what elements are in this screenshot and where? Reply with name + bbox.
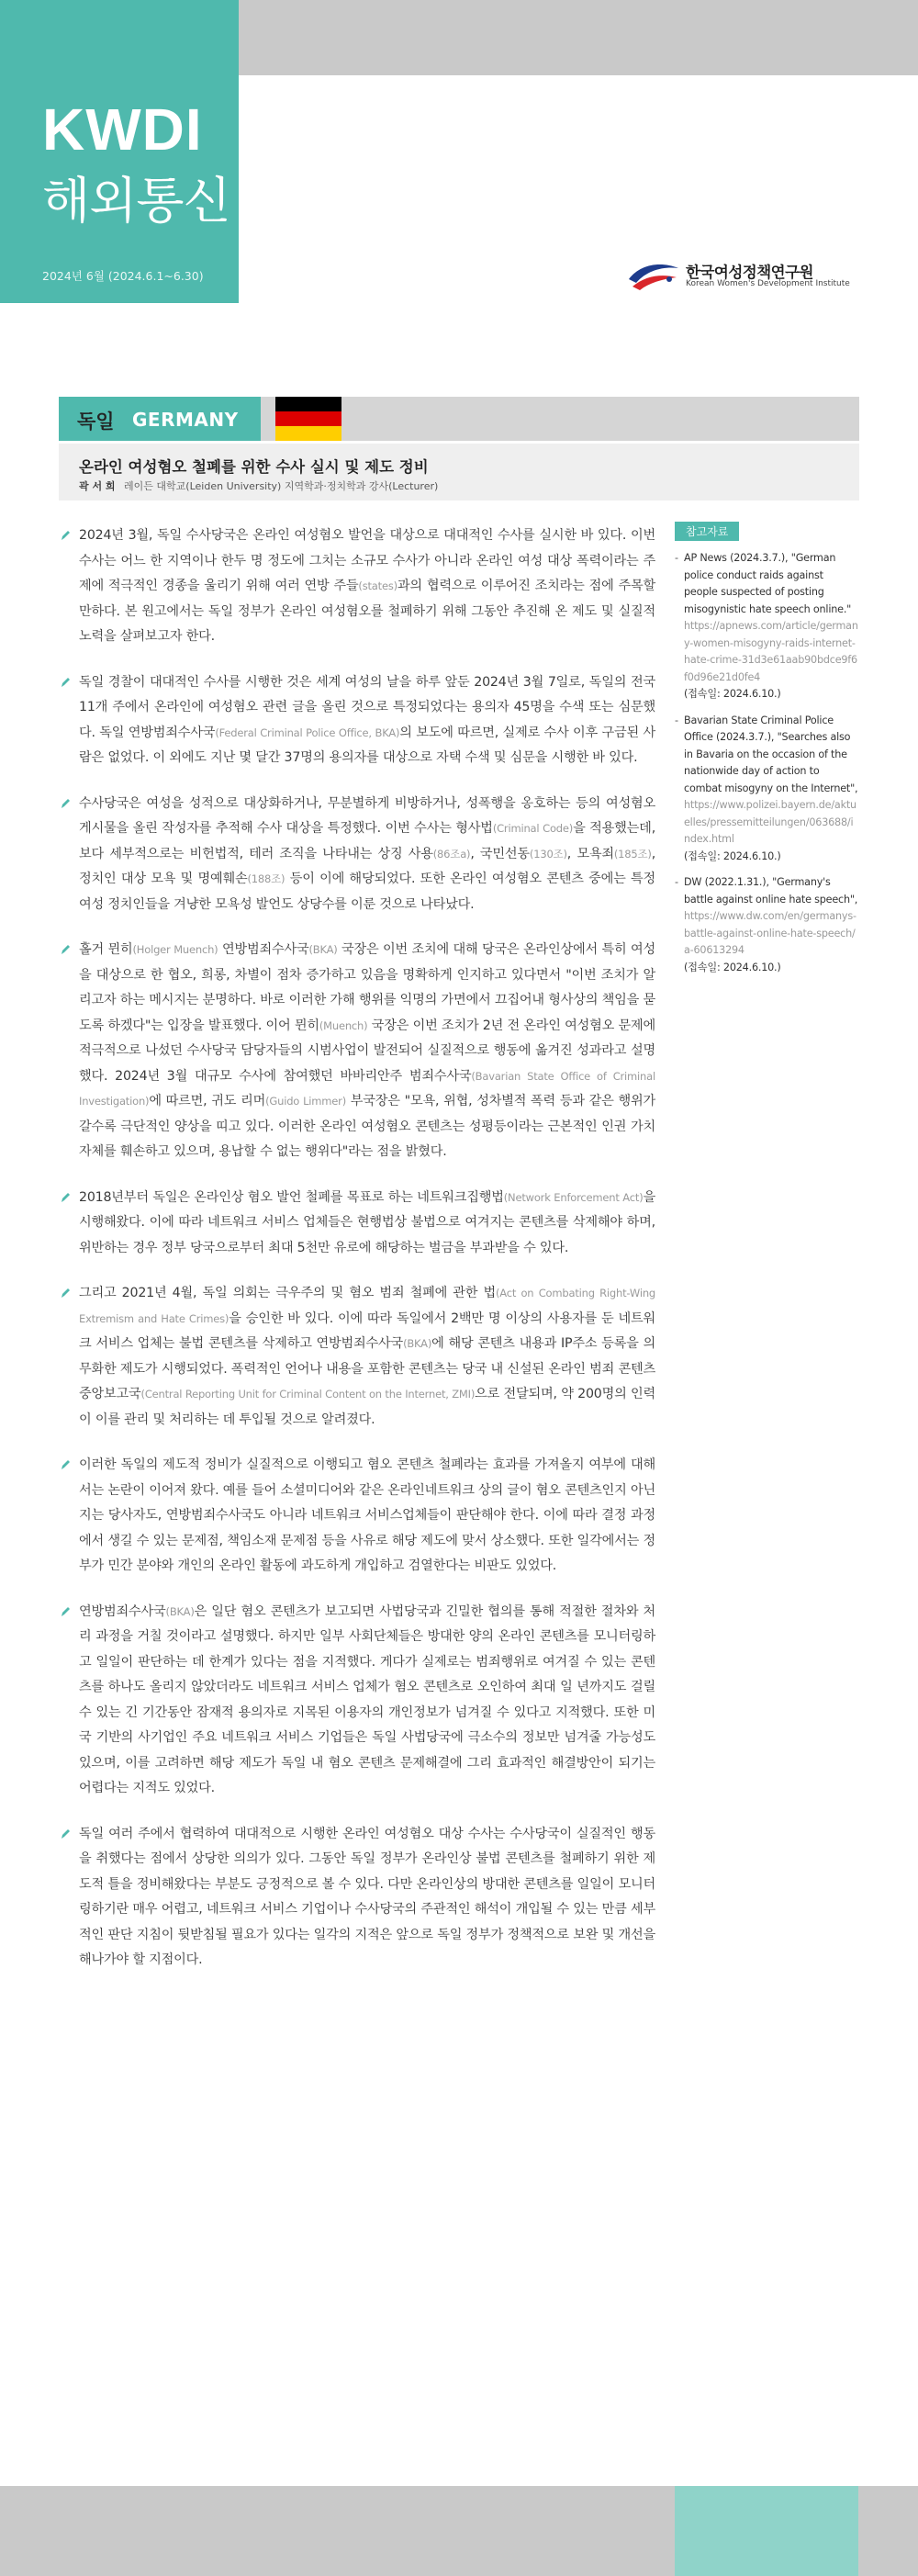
reference-text: AP News (2024.3.7.), "German police conduct raids against people suspected of posting misogynistic hate speech online." <box>684 552 852 615</box>
paragraph-text: 연방범죄수사국 <box>79 1603 166 1619</box>
reference-item <box>675 874 858 976</box>
reference-text: Bavarian State Criminal Police Office (2024.3.7.), "Searches also in Bavaria on the occasion of the nationwide day of action to combat misogyny on the Internet", <box>684 714 858 794</box>
reference-item <box>675 550 858 703</box>
logo-name-en: Korean Women's Development Institute <box>686 279 850 288</box>
bottom-accent-block <box>675 2486 858 2576</box>
source-term: (Holger Muench) <box>132 943 218 956</box>
pen-bullet-icon <box>59 1458 72 1471</box>
paragraph-text: 에 해당 콘텐츠 내용과 IP주소 등록을 의무화한 제도가 시행되었다. 폭력적인 언어나 내용을 포함한 콘텐츠는 당국 내 신설된 온라인 범죄 콘텐츠 중앙보고국 <box>79 1336 655 1401</box>
masthead <box>0 0 239 303</box>
pen-bullet-icon <box>59 1605 72 1618</box>
paragraph-text: 국장은 이번 조치가 2년 전 온라인 여성혐오 문제에 적극적으로 나섰던 수사당국 담당자들의 시범사업이 발전되어 실질적으로 행동에 옮겨진 성과라고 설명했다. 2024년 3월 대규모 수사에 참여했던 바바리안주 범죄수사국 <box>79 1018 655 1084</box>
reference-accessed-date: (접속일: 2024.6.10.) <box>684 688 781 700</box>
pen-bullet-icon <box>59 1828 72 1840</box>
country-name-kr: 독일 <box>77 411 115 433</box>
paragraph-text: 부국장은 "모욕, 위협, 성차별적 폭력 등과 같은 행위가 갈수록 극단적인 양상을 띠고 있다. 이러한 온라인 여성혐오 콘텐츠는 성평등이라는 근본적인 인권 가치 자체를 훼손하고 있으며, 용납할 수 없는 행위다"라는 점을 밝혔다. <box>79 1094 655 1159</box>
reference-accessed-date: (접속일: 2024.6.10.) <box>684 849 781 862</box>
source-term: (Federal Criminal Police Office, BKA) <box>215 726 400 739</box>
article-paragraph <box>59 670 655 771</box>
flag-stripe-gold <box>275 426 341 441</box>
flag-stripe-red <box>275 411 341 426</box>
paragraph-text: 연방범죄수사국 <box>218 942 309 957</box>
paragraph-text: 으로 전달되며, 약 200명의 인력이 이를 관리 및 처리하는 데 투입될 것으로 알려졌다. <box>79 1387 655 1427</box>
paragraph-text: 의 보도에 따르면, 실제로 수사 이후 구금된 사람은 없었다. 이 외에도 지난 몇 달간 37명의 용의자를 대상으로 자택 수색 및 심문을 시행한 바 있다. <box>79 725 656 765</box>
source-term: (Bavarian State Office of Criminal Investigation) <box>79 1069 655 1108</box>
paragraph-text: 이러한 독일의 제도적 정비가 실질적으로 이행되고 혐오 콘텐츠 철폐라는 효과를 가져올지 여부에 대해서는 논란이 이어져 왔다. 예를 들어 소셜미디어와 같은 온라인네트워크 상의 글이 혐오 콘텐츠인지 아닌지는 당사자도, 연방범죄수사국도 아니라 네트워크 서비스업체들이 판단해야 한다. 이에 따라 결정 과정에서 생길 수 있는 문제점, 책임소재 문제점 등을 사유로 해당 제도에 맞서 상소했다. 또한 일각에서는 정부가 민간 분야와 개인의 온라인 활동에 과도하게 개입하고 검열한다는 비판도 있었다. <box>79 1457 655 1573</box>
source-term: (Central Reporting Unit for Criminal Content on the Internet, ZMI) <box>140 1388 476 1400</box>
country-tag <box>59 397 261 441</box>
paragraph-text: 그리고 2021년 4월, 독일 의회는 극우주의 및 혐오 범죄 철폐에 관한 법 <box>79 1286 496 1300</box>
paragraph-text: 수사당국은 여성을 성적으로 대상화하거나, 무분별하게 비방하거나, 성폭행을 옹호하는 등의 여성혐오 게시물을 올린 작성자를 추적해 수사 대상을 특정했다. 이번 수사는 형사법 <box>79 795 655 836</box>
paragraph-text: , 모욕죄 <box>566 846 614 861</box>
country-header <box>59 397 859 441</box>
brand-title: KWDI <box>42 96 203 163</box>
source-term: (BKA) <box>165 1604 195 1618</box>
source-term: (Network Enforcement Act) <box>503 1190 644 1204</box>
pen-bullet-icon <box>59 529 72 542</box>
paragraph-text: 독일 경찰이 대대적인 수사를 시행한 것은 세계 여성의 날을 하루 앞둔 2024년 3월 7일로, 독일의 전국 11개 주에서 온라인에 여성혐오 관련 글을 올린 것으로 특정되었다는 용의자 45명을 수색 또는 심문했다. 독일 연방범죄수사국 <box>79 674 655 740</box>
paragraph-text: 등이 이에 해당되었다. 또한 온라인 여성혐오 콘텐츠 중에는 특정 여성 정치인들을 겨냥한 모욕성 발언도 상당수를 이룬 것으로 나타났다. <box>79 872 655 912</box>
reference-item <box>675 713 858 866</box>
article-paragraph <box>59 1281 655 1433</box>
source-term: (Act on Combating Right-Wing Extremism and Hate Crimes) <box>79 1287 656 1325</box>
references-list <box>675 550 858 976</box>
paragraph-text: 국장은 이번 조치에 대해 당국은 온라인상에서 특히 여성을 대상으로 한 협오, 희롱, 차별이 점차 증가하고 있음을 명확하게 인지하고 있다면서 "이번 조치가 알리고자 하는 메시지는 분명하다. 바로 이러한 가해 행위를 익명의 가면에서 끄집어내 형사상의 책임을 묻도록 하겠다"는 입장을 발표했다. 이어 뮌히 <box>79 942 655 1033</box>
germany-flag-icon <box>275 397 341 441</box>
article-paragraph <box>59 938 655 1165</box>
paragraph-text: 은 일단 혐오 콘텐츠가 보고되면 사법당국과 긴밀한 협의를 통해 적절한 절차와 처리 과정을 거칠 것이라고 설명했다. 하지만 일부 사회단체들은 방대한 양의 온라인 콘텐츠를 모니터링하고 일일이 판단하는 데 한계가 있다는 점을 지적했다. 게다가 실제로는 범죄행위로 여겨질 수 있는 콘텐츠를 하나도 올리지 않았더라도 네트워크 서비스 업체가 혐오 콘텐츠로 오인하여 최대 일 년까지도 걸릴 수 있는 긴 기간동안 잠재적 용의자로 지목된 이용자의 개인정보가 넘겨질 수 있다고 지적했다. 또한 미국 기반의 사기업인 주요 네트워크 서비스 기업들은 독일 사법당국에 극소수의 정보만 넘겨줄 가능성도 있으며, 이를 고려하면 해당 제도가 독일 내 혐오 콘텐츠 문제해결에 그리 효과적인 해결방안이 되기는 어렵다는 지적도 있었다. <box>79 1603 655 1795</box>
source-term: (86조a) <box>432 847 471 861</box>
logo-name-kr: 한국여성정책연구원 <box>686 264 813 281</box>
source-term: (188조) <box>247 872 285 885</box>
source-term: (Muench) <box>319 1018 368 1032</box>
article-paragraph <box>59 523 655 650</box>
article-author <box>79 478 438 493</box>
paragraph-text: 독일 여러 주에서 협력하여 대대적으로 시행한 온라인 여성혐오 대상 수사는 수사당국이 실질적인 행동을 취했다는 점에서 상당한 의의가 있다. 그동안 독일 정부가 온라인상 불법 콘텐츠를 철폐하기 위한 제도적 틀을 정비해왔다는 부분도 긍정적으로 볼 수 있다. 다만 온라인상의 방대한 콘텐츠를 일일이 모니터링하기란 매우 어렵고, 네트워크 서비스 기업이나 수사당국의 주관적인 해석이 개입될 수 있는 만큼 세부적인 판단 지침이 뒷받침될 필요가 있다는 일각의 지적은 앞으로 독일 정부가 정책적으로 보완 및 개선을 해나가야 할 지점이다. <box>79 1826 655 1967</box>
flag-stripe-black <box>275 397 341 411</box>
country-name-en: GERMANY <box>132 409 239 431</box>
article-paragraph <box>59 792 655 918</box>
reference-link[interactable]: https://www.dw.com/en/germanys-battle-against-online-hate-speech/a-60613294 <box>684 910 856 956</box>
source-term: (BKA) <box>403 1337 432 1350</box>
issue-period: 2024년 6월 (2024.6.1~6.30) <box>42 269 204 283</box>
paragraph-text: 과의 협력으로 이루어진 조치라는 점에 주목할 만하다. 본 원고에서는 독일 정부가 온라인 여성혐오를 철폐하기 위해 그동안 추진해 온 제도 및 실질적 노력을 살펴보고자 한다. <box>79 579 655 644</box>
paragraph-text: , 정치인 대상 모욕 및 명예훼손 <box>79 846 656 886</box>
article-paragraph <box>59 1453 655 1580</box>
paragraph-text: 을 적용했는데, 보다 세부적으로는 비헌법적, 테러 조직을 나타내는 상징 사용 <box>79 821 655 861</box>
kwdi-logo <box>627 253 884 296</box>
references-heading: 참고자료 <box>675 522 739 541</box>
reference-text: DW (2022.1.31.), "Germany's battle against online hate speech", <box>684 876 858 906</box>
source-term: (states) <box>358 579 397 592</box>
reference-link[interactable]: https://apnews.com/article/germany-women-misogyny-raids-internet-hate-crime-31d3e61aab90bdce9f6f0d96e21d0fe4 <box>684 620 858 683</box>
article-body <box>59 523 655 1994</box>
paragraph-text: 2024년 3월, 독일 수사당국은 온라인 여성혐오 발언을 대상으로 대대적인 수사를 실시한 바 있다. 이번 수사는 어느 한 지역이나 한두 명 정도에 그치는 소규모 수사가 아니라 온라인 여성 대상 폭력이라는 주제에 적극적인 경종을 울리기 위해 여러 연방 주들 <box>79 528 655 593</box>
paragraph-text: 을 승인한 바 있다. 이에 따라 독일에서 2백만 명 이상의 사용자를 둔 네트워크 서비스 업체는 불법 콘텐츠를 삭제하고 연방범죄수사국 <box>79 1310 655 1351</box>
publication-subtitle: 해외통신 <box>42 172 230 230</box>
references-sidebar <box>675 522 858 985</box>
pen-bullet-icon <box>59 797 72 810</box>
source-term: (BKA) <box>308 943 338 956</box>
article-title: 온라인 여성혐오 철폐를 위한 수사 실시 및 제도 정비 <box>79 458 429 476</box>
pen-bullet-icon <box>59 1287 72 1299</box>
paragraph-text: 을 시행해왔다. 이에 따라 네트워크 서비스 업체들은 현행법상 불법으로 여겨지는 콘텐츠를 삭제해야 하며, 위반하는 경우 정부 당국으로부터 최대 5천만 유로에 해당하는 벌금을 부과받을 수 있다. <box>79 1189 655 1255</box>
paragraph-text: 에 따르면, 귀도 리머 <box>149 1094 266 1108</box>
author-affiliation: 레이든 대학교(Leiden University) 지역학과·정치학과 강사(Lecturer) <box>124 480 439 492</box>
pen-bullet-icon <box>59 676 72 689</box>
article-header <box>59 444 859 501</box>
source-term: (Guido Limmer) <box>265 1095 346 1108</box>
author-name: 곽 서 희 <box>79 480 116 492</box>
paragraph-text: 2018년부터 독일은 온라인상 혐오 발언 철폐를 목표로 하는 네트워크집행법 <box>79 1189 504 1205</box>
pen-bullet-icon <box>59 943 72 956</box>
paragraph-text: 홀거 뮌히 <box>79 942 133 957</box>
source-term: (130조) <box>529 847 567 861</box>
paragraph-text: , 국민선동 <box>470 846 530 861</box>
article-paragraph <box>59 1600 655 1802</box>
logo-swoosh-icon <box>627 259 680 292</box>
article-paragraph <box>59 1822 655 1974</box>
reference-link[interactable]: https://www.polizei.bayern.de/aktuelles/pressemitteilungen/063688/index.html <box>684 799 856 845</box>
source-term: (Criminal Code) <box>492 822 574 835</box>
article-paragraph <box>59 1186 655 1262</box>
pen-bullet-icon <box>59 1191 72 1204</box>
reference-accessed-date: (접속일: 2024.6.10.) <box>684 961 781 973</box>
source-term: (185조) <box>613 847 652 861</box>
